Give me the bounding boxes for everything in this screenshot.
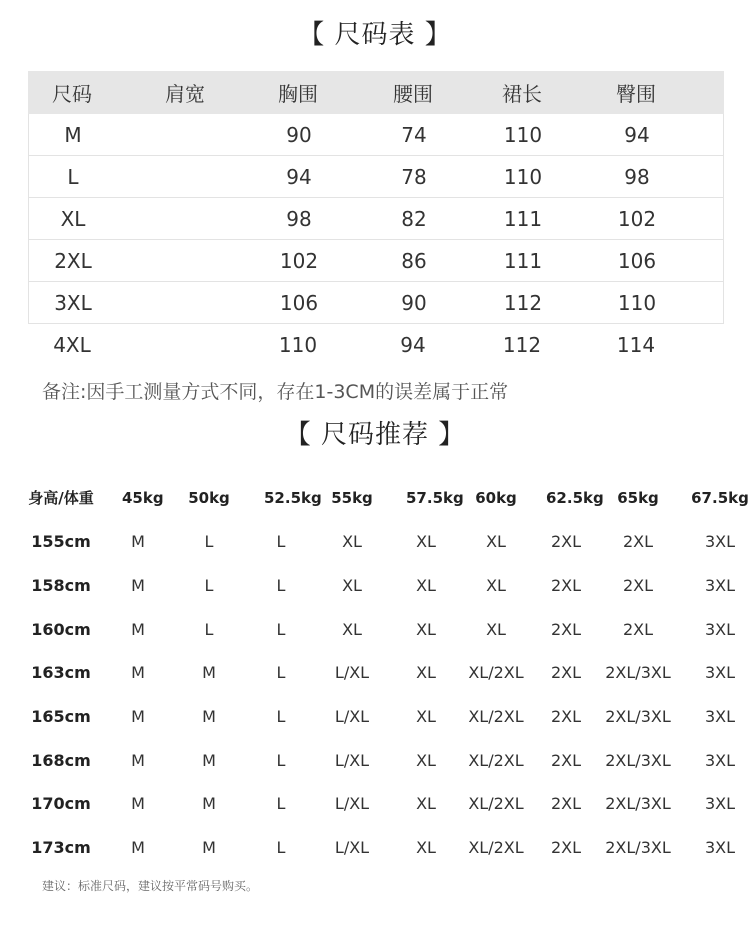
recommended-size: L bbox=[276, 576, 286, 596]
header-weight: 55kg bbox=[331, 488, 373, 507]
recommended-size: 2XL/3XL bbox=[605, 707, 671, 727]
recommended-size: 3XL bbox=[704, 838, 736, 858]
recommended-size: M bbox=[202, 707, 216, 727]
recommended-size: 2XL bbox=[622, 576, 654, 596]
header-hip: 臀围 bbox=[616, 82, 656, 106]
height-label: 158cm bbox=[31, 576, 91, 596]
recommendation-table bbox=[0, 475, 750, 870]
recommended-size: M bbox=[202, 750, 216, 770]
header-weight: 50kg bbox=[188, 488, 230, 507]
recommended-size: M bbox=[131, 794, 145, 814]
recommendation-row bbox=[0, 564, 750, 608]
recommended-size: 2XL bbox=[550, 576, 582, 596]
header-weight: 67.5kg bbox=[691, 488, 749, 507]
recommended-size: 2XL bbox=[550, 838, 582, 858]
recommended-size: 2XL bbox=[622, 619, 654, 639]
recommended-size: M bbox=[202, 838, 216, 858]
recommended-size: L bbox=[276, 532, 286, 552]
measurement-note: 备注:因手工测量方式不同，存在1-3CM的误差属于正常 bbox=[42, 381, 509, 403]
recommended-size: M bbox=[202, 663, 216, 683]
size-chart-cell: 82 bbox=[401, 206, 427, 231]
recommended-size: M bbox=[131, 576, 145, 596]
size-chart-cell: 112 bbox=[502, 333, 542, 357]
size-chart-cell: 94 bbox=[624, 122, 650, 147]
size-chart-cell: 90 bbox=[401, 290, 427, 315]
recommended-size: XL bbox=[416, 663, 436, 683]
recommended-size: XL bbox=[416, 707, 436, 727]
recommended-size: XL bbox=[486, 576, 506, 596]
size-chart-row bbox=[28, 198, 724, 240]
size-chart-cell: 111 bbox=[503, 206, 543, 231]
recommended-size: XL bbox=[486, 532, 506, 552]
recommendation-row bbox=[0, 826, 750, 870]
recommended-size: XL bbox=[486, 619, 506, 639]
recommendation-row bbox=[0, 695, 750, 739]
size-chart-cell: 102 bbox=[617, 206, 657, 231]
header-weight: 60kg bbox=[475, 488, 517, 507]
header-weight: 45kg bbox=[122, 488, 164, 507]
recommended-size: 2XL bbox=[550, 750, 582, 770]
recommendation-row bbox=[0, 651, 750, 695]
recommended-size: 2XL bbox=[550, 707, 582, 727]
size-chart-row bbox=[28, 114, 724, 156]
recommended-size: 3XL bbox=[704, 750, 736, 770]
recommended-size: L bbox=[276, 794, 286, 814]
size-chart-row bbox=[28, 240, 724, 282]
size-chart-cell: 110 bbox=[278, 333, 318, 357]
recommended-size: 3XL bbox=[704, 794, 736, 814]
height-label: 160cm bbox=[31, 619, 91, 639]
recommended-size: 3XL bbox=[704, 576, 736, 596]
recommended-size: M bbox=[131, 663, 145, 683]
recommended-size: M bbox=[202, 794, 216, 814]
header-shoulder: 肩宽 bbox=[165, 82, 205, 106]
recommended-size: XL/2XL bbox=[468, 794, 524, 814]
recommended-size: 3XL bbox=[704, 532, 736, 552]
size-chart-cell: 110 bbox=[503, 122, 543, 147]
recommended-size: XL/2XL bbox=[468, 750, 524, 770]
recommended-size: L/XL bbox=[334, 707, 370, 727]
recommended-size: 2XL/3XL bbox=[605, 750, 671, 770]
recommended-size: L/XL bbox=[334, 663, 370, 683]
recommended-size: L bbox=[276, 707, 286, 727]
recommended-size: 2XL bbox=[550, 663, 582, 683]
recommended-size: L bbox=[276, 750, 286, 770]
header-waist: 腰围 bbox=[393, 82, 433, 106]
header-weight: 52.5kg bbox=[264, 488, 322, 507]
size-chart-cell: 2XL bbox=[54, 248, 92, 273]
size-chart-title: 【 尺码表 】 bbox=[298, 20, 452, 50]
recommended-size: 2XL/3XL bbox=[605, 794, 671, 814]
recommended-size: 2XL/3XL bbox=[605, 838, 671, 858]
recommended-size: M bbox=[131, 707, 145, 727]
recommended-size: M bbox=[131, 750, 145, 770]
recommended-size: L/XL bbox=[334, 794, 370, 814]
height-label: 165cm bbox=[31, 707, 91, 727]
header-weight: 65kg bbox=[617, 488, 659, 507]
purchase-advice: 建议：标准尺码，建议按平常码号购买。 bbox=[42, 879, 259, 893]
recommended-size: L bbox=[204, 576, 214, 596]
header-height-weight: 身高/体重 bbox=[28, 489, 94, 507]
header-size: 尺码 bbox=[52, 82, 92, 106]
recommended-size: XL/2XL bbox=[468, 707, 524, 727]
size-chart-cell: 86 bbox=[401, 248, 427, 273]
recommended-size: XL bbox=[342, 576, 362, 596]
size-chart-cell: 110 bbox=[503, 164, 543, 189]
recommended-size: L bbox=[276, 838, 286, 858]
recommended-size: 2XL bbox=[550, 619, 582, 639]
recommended-size: L bbox=[204, 532, 214, 552]
recommended-size: M bbox=[131, 532, 145, 552]
recommended-size: L/XL bbox=[334, 838, 370, 858]
size-chart-cell: XL bbox=[60, 206, 86, 231]
size-chart-cell: 106 bbox=[279, 290, 319, 315]
size-chart-cell: 94 bbox=[286, 164, 312, 189]
recommendation-row bbox=[0, 520, 750, 564]
height-label: 163cm bbox=[31, 663, 91, 683]
recommendation-header-row bbox=[0, 475, 750, 520]
recommended-size: XL bbox=[342, 619, 362, 639]
recommended-size: 3XL bbox=[704, 707, 736, 727]
recommendation-row bbox=[0, 782, 750, 826]
size-chart-cell: L bbox=[67, 164, 79, 189]
height-label: 155cm bbox=[31, 532, 91, 552]
recommended-size: XL bbox=[416, 576, 436, 596]
header-skirt-length: 裙长 bbox=[502, 82, 542, 106]
recommended-size: XL bbox=[416, 619, 436, 639]
size-chart-cell: 114 bbox=[616, 333, 656, 357]
header-weight: 57.5kg bbox=[406, 488, 464, 507]
height-label: 170cm bbox=[31, 794, 91, 814]
size-chart-cell: 78 bbox=[401, 164, 427, 189]
recommended-size: M bbox=[131, 619, 145, 639]
size-chart-cell: 3XL bbox=[54, 290, 92, 315]
recommended-size: 3XL bbox=[704, 619, 736, 639]
recommendation-row bbox=[0, 738, 750, 782]
recommended-size: L/XL bbox=[334, 750, 370, 770]
height-label: 173cm bbox=[31, 838, 91, 858]
size-chart-cell: 110 bbox=[617, 290, 657, 315]
recommendation-title: 【 尺码推荐 】 bbox=[284, 420, 466, 450]
recommended-size: XL bbox=[416, 838, 436, 858]
recommended-size: 3XL bbox=[704, 663, 736, 683]
size-chart-cell: 94 bbox=[400, 333, 426, 357]
size-chart-cell: 98 bbox=[286, 206, 312, 231]
recommended-size: XL/2XL bbox=[468, 663, 524, 683]
size-chart-row bbox=[28, 156, 724, 198]
recommended-size: XL/2XL bbox=[468, 838, 524, 858]
size-chart-cell: 4XL bbox=[53, 333, 91, 357]
recommended-size: 2XL/3XL bbox=[605, 663, 671, 683]
height-label: 168cm bbox=[31, 750, 91, 770]
size-chart-row bbox=[28, 324, 724, 366]
recommended-size: L bbox=[204, 619, 214, 639]
recommended-size: XL bbox=[416, 750, 436, 770]
recommended-size: XL bbox=[416, 794, 436, 814]
size-chart-cell: M bbox=[64, 122, 82, 147]
size-chart-cell: 112 bbox=[503, 290, 543, 315]
recommended-size: XL bbox=[416, 532, 436, 552]
size-chart-cell: 106 bbox=[617, 248, 657, 273]
header-weight: 62.5kg bbox=[546, 488, 604, 507]
recommended-size: L bbox=[276, 619, 286, 639]
recommended-size: 2XL bbox=[550, 794, 582, 814]
size-chart-cell: 102 bbox=[279, 248, 319, 273]
size-chart-table bbox=[28, 71, 724, 366]
recommended-size: L bbox=[276, 663, 286, 683]
size-chart-row bbox=[28, 282, 724, 324]
size-chart-cell: 98 bbox=[624, 164, 650, 189]
size-chart-header-row bbox=[28, 71, 724, 114]
size-chart-cell: 90 bbox=[286, 122, 312, 147]
recommended-size: XL bbox=[342, 532, 362, 552]
size-chart-cell: 74 bbox=[401, 122, 427, 147]
recommended-size: 2XL bbox=[622, 532, 654, 552]
size-chart-cell: 111 bbox=[503, 248, 543, 273]
recommendation-row bbox=[0, 607, 750, 651]
recommended-size: 2XL bbox=[550, 532, 582, 552]
header-bust: 胸围 bbox=[278, 82, 318, 106]
recommended-size: M bbox=[131, 838, 145, 858]
